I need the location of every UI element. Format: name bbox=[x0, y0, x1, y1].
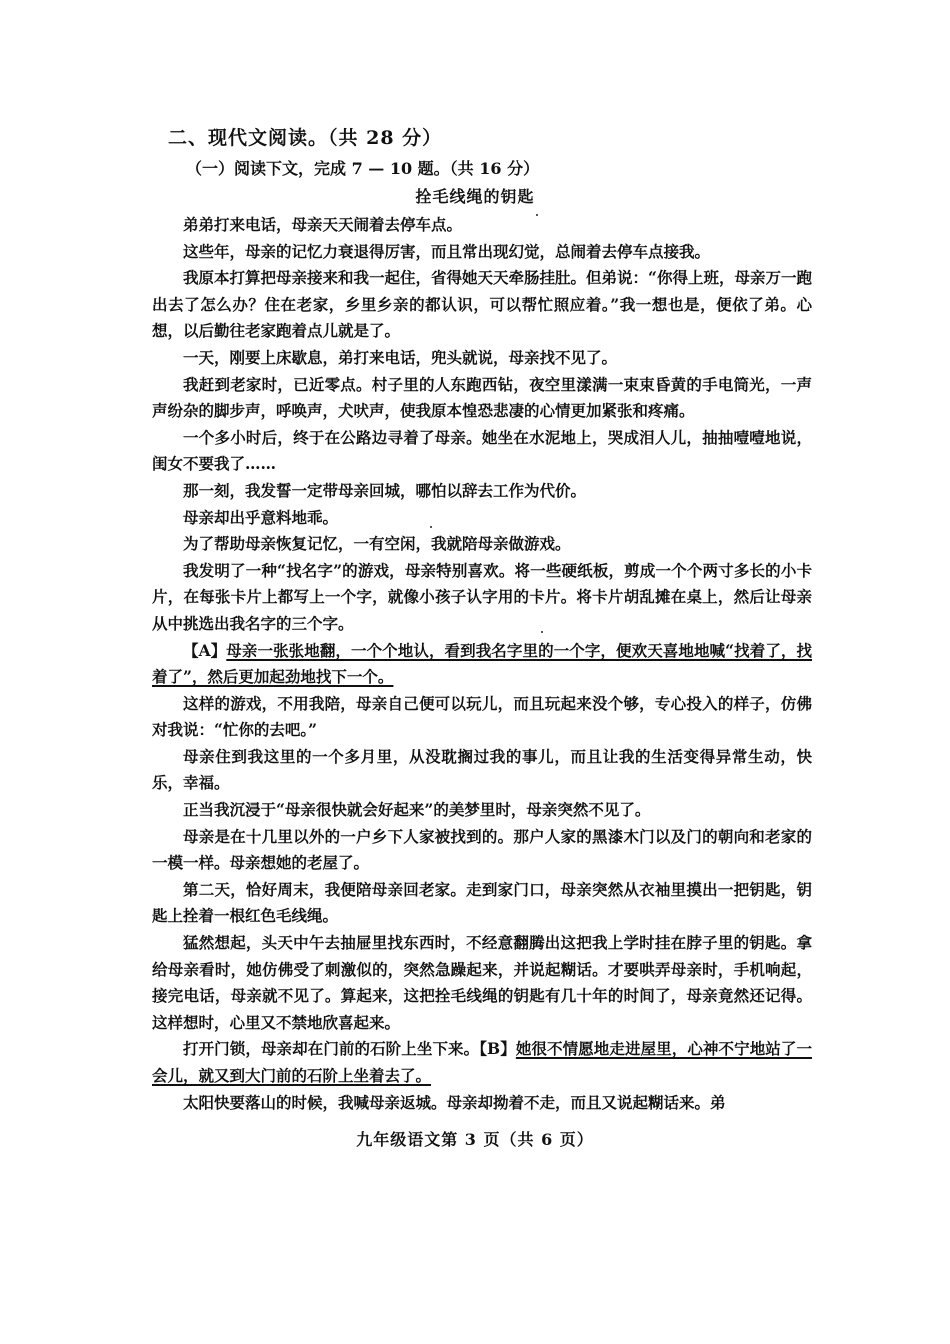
paragraph-12: 这样的游戏，不用我陪，母亲自己便可以玩儿，而且玩起来没个够，专心投入的样子，仿佛对我说：“忙你的去吧。” bbox=[152, 693, 812, 740]
paragraph-8: 母亲却出乎意料地乖。 bbox=[183, 507, 339, 527]
scan-speck bbox=[536, 214, 538, 216]
section-title: 二、现代文阅读。（共 28 分） bbox=[168, 127, 443, 149]
paragraph-15: 母亲是在十几里以外的一户乡下人家被找到的。那户人家的黑漆木门以及门的朝向和老家的一模一样。母亲想她的老屋了。 bbox=[152, 826, 812, 873]
paragraph-7: 那一刻，我发誓一定带母亲回城，哪怕以辞去工作为代价。 bbox=[183, 480, 587, 500]
paragraph-10: 我发明了一种“找名字”的游戏，母亲特别喜欢。将一些硬纸板，剪成一个个两寸多长的小卡片，在每张卡片上都写上一个字，就像小孩子认字用的卡片。将卡片胡乱摊在桌上，然后让母亲从中挑选出我名字的三个字。 bbox=[152, 560, 812, 633]
scan-speck bbox=[430, 526, 432, 528]
paragraph-5: 我赶到老家时，已近零点。村子里的人东跑西钻，夜空里漾满一束束昏黄的手电筒光，一声声纷杂的脚步声，呼唤声，犬吠声，使我原本惶恐悲凄的心情更加紧张和疼痛。 bbox=[152, 374, 812, 421]
marker-b: 【B】 bbox=[479, 1039, 516, 1059]
paragraph-2: 这些年，母亲的记忆力衰退得厉害，而且常出现幻觉，总闹着去停车点接我。 bbox=[183, 241, 711, 261]
scan-speck bbox=[541, 631, 543, 633]
underlined-passage-a: 母亲一张张地翻，一个个地认，看到我名字里的一个字，便欢天喜地地喊“找着了，找着了”，然后更加起劲地找下一个。 bbox=[152, 640, 812, 687]
paragraph-16: 第二天，恰好周末，我便陪母亲回老家。走到家门口，母亲突然从衣袖里摸出一把钥匙，钥匙上拴着一根红色毛线绳。 bbox=[152, 879, 812, 926]
story-title: 拴毛线绳的钥匙 bbox=[415, 187, 535, 206]
paragraph-17: 猛然想起，头天中午去抽屉里找东西时，不经意翻腾出这把我上学时挂在脖子里的钥匙。拿给母亲看时，她仿佛受了刺激似的，突然急躁起来，并说起糊话。才要哄弄母亲时，手机响起，接完电话，母亲就不见了。算起来，这把拴毛线绳的钥匙有几十年的时间了，母亲竟然还记得。这样想时，心里又不禁地欣喜起来。 bbox=[152, 933, 812, 1032]
paragraph-1: 弟弟打来电话，母亲天天闹着去停车点。 bbox=[183, 215, 463, 234]
paragraph-9: 为了帮助母亲恢复记忆，一有空闲，我就陪母亲做游戏。 bbox=[183, 534, 571, 554]
paragraph-6: 一个多小时后，终于在公路边寻着了母亲。她坐在水泥地上，哭成泪人儿，抽抽噎噎地说，闺女不要我了…… bbox=[152, 427, 812, 474]
paragraph-13: 母亲住到我这里的一个多月里，从没耽搁过我的事儿，而且让我的生活变得异常生动，快乐，幸福。 bbox=[152, 746, 812, 793]
paragraph-11-marked-a bbox=[152, 638, 812, 691]
paragraph-3: 我原本打算把母亲接来和我一起住，省得她天天牵肠挂肚。但弟说：“你得上班，母亲万一跑出去了怎么办？住在老家，乡里乡亲的都认识，可以帮忙照应着。”我一想也是，便依了弟。心想，以后勤往老家跑着点儿就是了。 bbox=[152, 268, 812, 341]
paragraph-14: 正当我沉浸于“母亲很快就会好起来”的美梦里时，母亲突然不见了。 bbox=[183, 800, 651, 820]
marker-a: 【A】 bbox=[183, 640, 227, 660]
paragraph-4: 一天，刚要上床歇息，弟打来电话，兜头就说，母亲找不见了。 bbox=[183, 347, 618, 367]
underlined-passage-b: 她很不情愿地走进屋里，心神不宁地站了一会儿，就又到大门前的石阶上坐着去了。 bbox=[152, 1039, 812, 1085]
question-instructions: （一）阅读下文，完成 7 — 10 题。（共 16 分） bbox=[186, 159, 540, 178]
paragraph-18-marked-b: 打开门锁，母亲却在门前的石阶上坐下来。【B】她很不情愿地走进屋里，心神不宁地站了一会儿，就又到大门前的石阶上坐着去了。 bbox=[152, 1039, 812, 1085]
paragraph-19: 太阳快要落山的时候，我喊母亲返城。母亲却拗着不走，而且又说起糊话来。弟 bbox=[183, 1092, 726, 1112]
page-footer: 九年级语文第 3 页（共 6 页） bbox=[356, 1130, 594, 1149]
story-body bbox=[152, 212, 812, 1116]
